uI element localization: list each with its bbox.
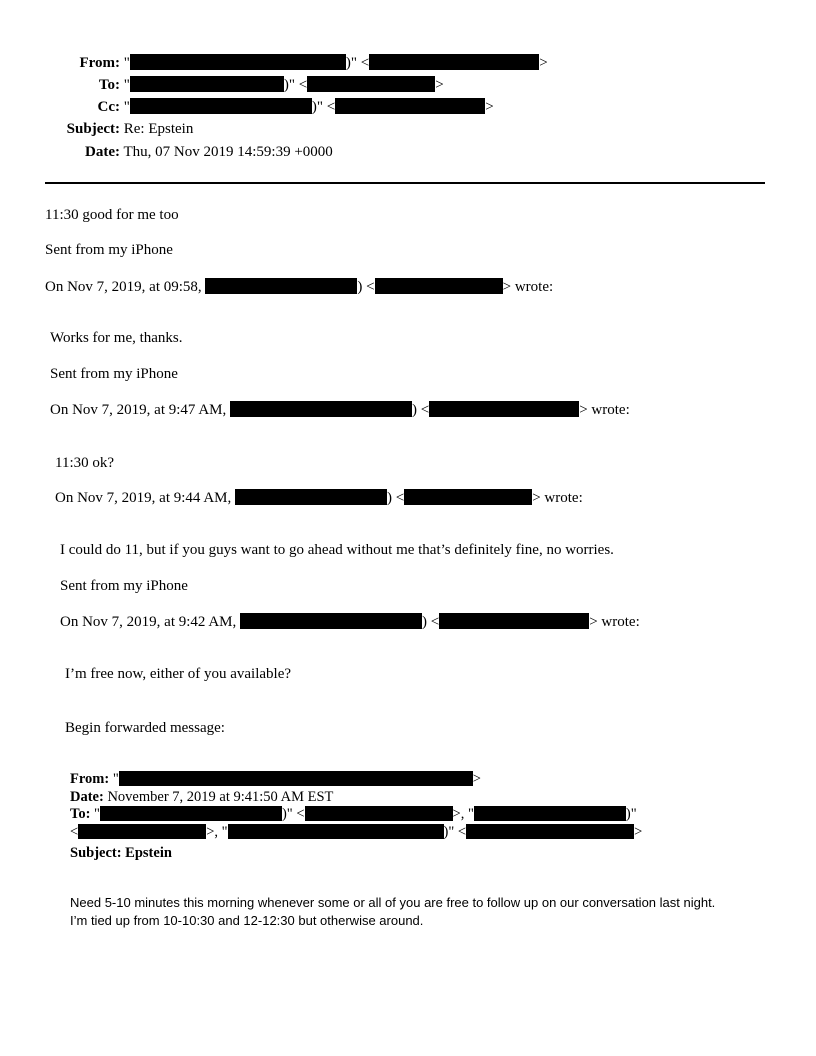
redaction-block xyxy=(130,54,346,70)
forwarded-to-row-cont xyxy=(70,824,642,841)
header-to-row xyxy=(0,76,444,94)
forwarded-intro: Begin forwarded message: xyxy=(65,720,225,736)
message-body: 11:30 good for me too xyxy=(45,207,179,223)
redaction-block xyxy=(205,278,357,294)
punct: )" < xyxy=(443,824,467,840)
punct: )" < xyxy=(281,806,305,822)
redaction-block xyxy=(307,76,435,92)
fwd-subject-label: Subject: Epstein xyxy=(70,845,172,861)
redaction-block xyxy=(375,278,503,294)
date-text: Thu, 07 Nov 2019 14:59:39 +0000 xyxy=(123,144,333,160)
cc-label: Cc: xyxy=(97,99,120,115)
fwd-to-label: To: xyxy=(70,806,91,822)
forwarded-body-line: Need 5-10 minutes this morning whenever some or all of you are free to follow up on our conversation last night. xyxy=(70,895,716,910)
header-subject-row xyxy=(0,120,193,138)
redaction-block xyxy=(474,806,626,821)
sent-from-line: Sent from my iPhone xyxy=(60,578,188,594)
punct: > xyxy=(435,77,444,93)
punct: > xyxy=(539,55,548,71)
redaction-block xyxy=(130,98,312,114)
punct: ) < xyxy=(412,402,430,418)
message-body: 11:30 ok? xyxy=(55,455,115,471)
punct: )" < xyxy=(345,55,370,71)
attribution-line xyxy=(45,278,553,296)
sent-from-line: Sent from my iPhone xyxy=(50,366,178,382)
message-body: Works for me, thanks. xyxy=(50,330,183,346)
redaction-block xyxy=(230,401,412,417)
forwarded-subject-row xyxy=(70,845,172,862)
to-label: To: xyxy=(98,77,120,93)
punct: )" xyxy=(625,806,637,822)
quote: " xyxy=(112,771,119,787)
subject-label: Subject: xyxy=(66,121,120,137)
redaction-block xyxy=(466,824,634,839)
punct: ) < xyxy=(422,614,440,630)
redaction-block xyxy=(130,76,284,92)
punct: ) < xyxy=(387,490,405,506)
redaction-block xyxy=(119,771,473,786)
quote: " xyxy=(123,55,130,71)
punct: >, " xyxy=(206,824,228,840)
redaction-block xyxy=(240,613,422,629)
redaction-block xyxy=(100,806,282,821)
redaction-block xyxy=(305,806,453,821)
header-cc-row xyxy=(0,98,494,116)
date-label: Date: xyxy=(85,144,120,160)
header-date-row xyxy=(0,143,333,161)
forwarded-from-row xyxy=(70,771,481,788)
redaction-block xyxy=(404,489,532,505)
punct: >, " xyxy=(452,806,474,822)
punct: > wrote: xyxy=(502,279,554,295)
punct: )" < xyxy=(311,99,336,115)
forwarded-body-line: I’m tied up from 10-10:30 and 12-12:30 but otherwise around. xyxy=(70,913,424,928)
redaction-block xyxy=(228,824,444,839)
fwd-date-label: Date: xyxy=(70,789,104,805)
attribution-line xyxy=(60,613,640,631)
punct: < xyxy=(70,824,79,840)
punct: )" < xyxy=(283,77,308,93)
quote: " xyxy=(123,77,130,93)
message-body: I could do 11, but if you guys want to go ahead without me that’s definitely fine, no worries. xyxy=(60,542,614,558)
quote: " xyxy=(94,806,100,822)
redaction-block xyxy=(429,401,579,417)
forwarded-to-row xyxy=(70,806,637,823)
redaction-block xyxy=(78,824,206,839)
message-body: I’m free now, either of you available? xyxy=(65,666,292,682)
attribution-text: On Nov 7, 2019, at 9:47 AM, xyxy=(50,402,227,418)
quote: " xyxy=(123,99,130,115)
header-from-row xyxy=(0,54,548,72)
punct: > wrote: xyxy=(589,614,640,630)
attribution-text: On Nov 7, 2019, at 9:42 AM, xyxy=(60,614,237,630)
punct: > wrote: xyxy=(532,490,583,506)
forwarded-date-row xyxy=(70,789,333,806)
fwd-date-text: November 7, 2019 at 9:41:50 AM EST xyxy=(107,789,334,805)
redaction-block xyxy=(235,489,387,505)
redaction-block xyxy=(335,98,485,114)
punct: > xyxy=(485,99,494,115)
punct: > xyxy=(634,824,643,840)
header-divider xyxy=(45,182,765,184)
from-label: From: xyxy=(79,55,120,71)
attribution-line xyxy=(50,401,630,419)
punct: > xyxy=(472,771,481,787)
redaction-block xyxy=(369,54,539,70)
punct: ) < xyxy=(357,279,375,295)
attribution-line xyxy=(55,489,583,507)
subject-text: Re: Epstein xyxy=(123,121,194,137)
punct: > wrote: xyxy=(579,402,630,418)
fwd-from-label: From: xyxy=(70,771,110,787)
attribution-text: On Nov 7, 2019, at 9:44 AM, xyxy=(55,490,232,506)
redaction-block xyxy=(439,613,589,629)
attribution-text: On Nov 7, 2019, at 09:58, xyxy=(45,279,202,295)
sent-from-line: Sent from my iPhone xyxy=(45,242,173,258)
